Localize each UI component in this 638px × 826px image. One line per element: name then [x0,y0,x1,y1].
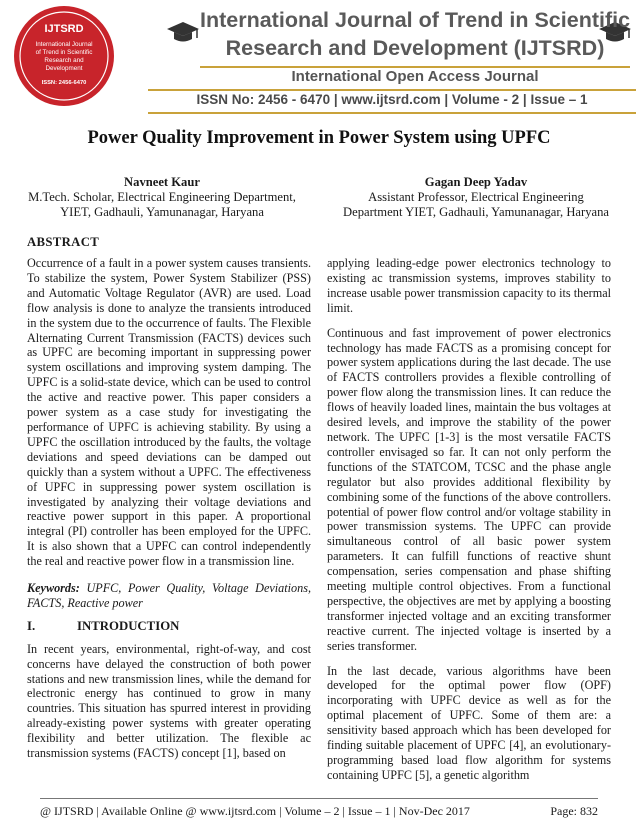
abstract-text: Occurrence of a fault in a power system causes transients. To stabilize the system, Power System Stabilizer (PSS) and Automatic Voltage Regulator (AVR) are used. Load flow analysis is done to analyze the transients introduced in the system due to the occurrence of faults. The Flexible Alternating Current Transmission (FACTS) devices such as UPFC are becoming important in suppressing power system oscillations and improving system damping. The UPFC is a solid-state device, which can be used to control the active and reactive power. This paper considers a power system as a case study for investigating the performance of UPFC is achieving stability. By using a UPFC the oscillation introduced by the faults, the voltage deviations and speed deviations can be damped out quickly than a system without a UPFC. The effectiveness of UPFC in suppressing power system oscillation is investigated by analyzing their voltage deviations and reactive power support in this paper. A proportional integral (PI) controller has been employed for the UPFC. It is also shown that a UPFC can control independently the real and reactive power flow in a transmission line. [27,256,311,569]
journal-name-line1: International Journal of Trend in Scientific [200,8,631,32]
header-rule-middle [148,89,636,91]
logo-subtitle-4: Development [45,65,83,72]
logo-subtitle-1: International Journal [35,41,93,48]
logo-subtitle-3: Research and [44,57,84,64]
journal-logo [12,4,116,108]
author-affiliation-line1: M.Tech. Scholar, Electrical Engineering Department, [28,190,296,204]
issn-volume-line: ISSN No: 2456 - 6470 | www.ijtsrd.com | Volume - 2 | Issue – 1 [196,92,588,107]
intro-paragraph-1: In recent years, environmental, right-of-way, and cost concerns have delayed the construction of both power stations and new transmission lines, while the demand for electronic energy has continued to grow in many countries. This situation has spurred interest in providing already-existing power systems with greater operating flexibility and better utilization. The flexible ac transmission systems (FACTS) concept [1], based on [27,641,311,761]
logo-subtitle-2: of Trend in Scientific [35,49,93,56]
section-title: INTRODUCTION [77,618,180,633]
page-number: Page: 832 [550,804,598,818]
footer-citation: @ IJTSRD | Available Online @ www.ijtsrd.com | Volume – 2 | Issue – 1 | Nov-Dec 2017 [40,804,470,818]
keywords-label: Keywords: [27,581,80,596]
header-rule-bottom [148,112,636,114]
journal-header [0,0,638,118]
open-access-label: International Open Access Journal [291,68,539,85]
page-footer [0,798,638,826]
logo-brand: IJTSRD [44,23,84,35]
author-affiliation-line2: Department YIET, Gadhauli, Yamunanagar, Haryana [343,205,609,219]
author-block-2 [326,175,626,220]
footer-rule [40,798,598,799]
right-paragraph-3: In the last decade, various algorithms have been developed for the optimal power flow (OPF) incorporating with UPFC device as well as for the optimal placement of UPFC. Some of them are: a sensitivity based approach which has been developed for finding suitable placement of UPFC [4], an evolutionary-programming based load flow algorithm for systems containing UPFC [5], a genetic algorithm [327,663,611,782]
section-heading-introduction [27,619,311,634]
abstract-heading: ABSTRACT [27,235,100,249]
journal-name-line2: Research and Development (IJTSRD) [225,36,605,60]
author-affiliation-line1: Assistant Professor, Electrical Engineering [368,190,584,204]
left-column [27,256,311,761]
right-column [327,256,611,783]
section-number: I. [27,618,36,633]
author-affiliation-line2: YIET, Gadhauli, Yamunanagar, Haryana [60,205,264,219]
author-block-1 [12,175,312,220]
graduation-cap-icon [166,20,200,46]
logo-issn: ISSN: 2456-6470 [41,80,87,86]
author-name: Gagan Deep Yadav [424,175,528,189]
right-paragraph-1: applying leading-edge power electronics technology to existing ac transmission systems, improves stability to increase usable power transmission capacity to its thermal limit. [327,256,611,315]
author-name: Navneet Kaur [124,175,200,189]
keywords-list: UPFC, Power Quality, Voltage Deviations, FACTS, Reactive power [27,581,311,610]
paper-title: Power Quality Improvement in Power System using UPFC [87,128,551,148]
keywords [27,581,311,611]
right-paragraph-2: Continuous and fast improvement of power electronics technology has made FACTS as a promising concept for power system applications during the last decade. The use of FACTS controllers provides a flexible controlling of power flow along the transmission lines. It can reduce the flows of heavily loaded lines, maintain the bus voltages at desired levels, and improve the stability of the power network. The UPFC [1-3] is the most versatile FACTS controller envisaged so far. It can not only perform the functions of the STATCOM, TCSC and the phase angle regulator but also provides additional flexibility by combining some of the functions of the above controllers. potential of power flow control and/or voltage stability in power transmission systems. The UPFC can provide simultaneous control of all basic power system parameters. It can fulfill functions of reactive shunt compensation, series compensation and phase shifting meeting multiple control objectives. From a functional perspective, the objectives are met by applying a boosting transformer injected voltage and an exciting transformer reactive current. The injected voltage is inserted by a series transformer. [327,325,611,653]
